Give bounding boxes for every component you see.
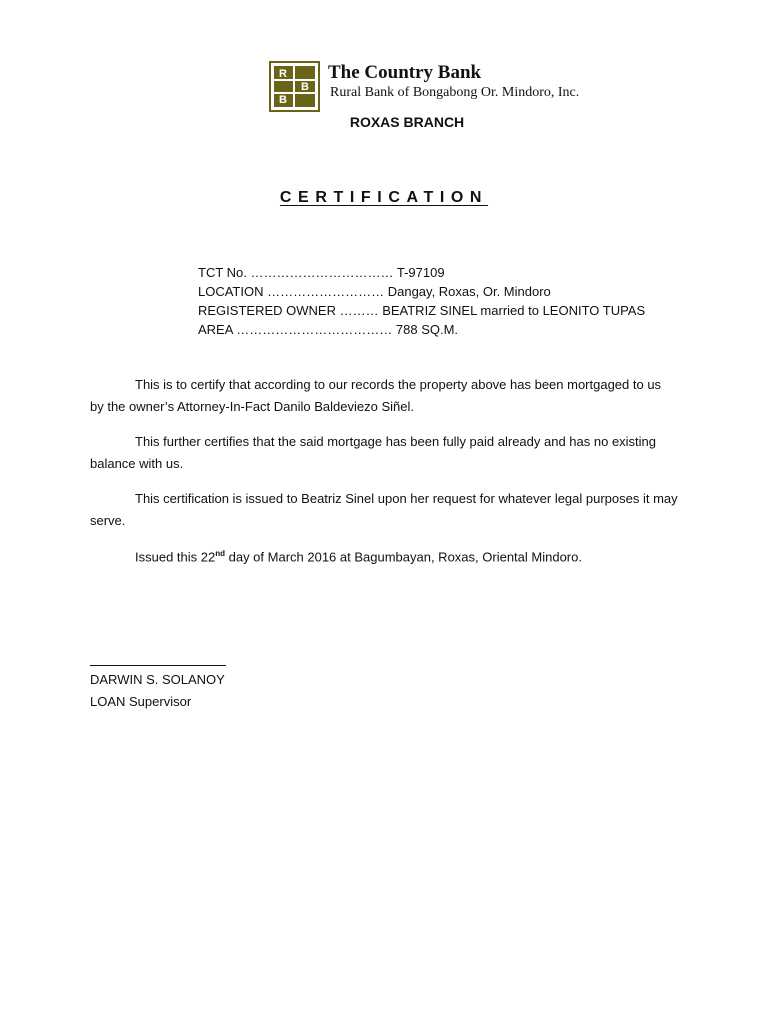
issued-text-post: day of March 2016 at Bagumbayan, Roxas, Oriental Mindoro. bbox=[225, 549, 582, 565]
location-value: Dangay, Roxas, Or. Mindoro bbox=[384, 284, 551, 299]
tct-label: TCT No. …………………………… bbox=[198, 265, 394, 280]
signature-line bbox=[90, 665, 226, 666]
owner-value: BEATRIZ SINEL married to LEONITO TUPAS bbox=[378, 303, 646, 318]
issued-text-pre: Issued this 22 bbox=[135, 549, 216, 565]
logo-letter-r: R bbox=[279, 68, 287, 80]
location-row bbox=[198, 282, 645, 301]
paragraph-purpose bbox=[90, 488, 678, 532]
area-label: AREA ……………………………… bbox=[198, 322, 393, 337]
paragraph-issued bbox=[90, 543, 678, 568]
signatory-name: DARWIN S. SOLANOY bbox=[90, 672, 225, 687]
paragraph-mortgage-text: This is to certify that according to our records the property above has been mortgaged to us by the owner’s Attorney-In-Fact Danilo Baldeviezo Siñel. bbox=[90, 377, 662, 414]
logo-letter-b2: B bbox=[279, 94, 287, 106]
owner-label: REGISTERED OWNER ……… bbox=[198, 303, 379, 318]
logo-letter-b1: B bbox=[301, 81, 309, 93]
owner-row bbox=[198, 301, 645, 320]
tct-row bbox=[198, 263, 645, 282]
bank-name: The Country Bank bbox=[328, 62, 482, 83]
location-label: LOCATION ……………………… bbox=[198, 284, 385, 299]
paragraph-purpose-text: This certification is issued to Beatriz Sinel upon her request for whatever legal purposes it may serve. bbox=[90, 491, 678, 528]
property-details bbox=[198, 263, 645, 339]
paragraph-paid-text: This further certifies that the said mortgage has been fully paid already and has no existing balance with us. bbox=[90, 434, 657, 471]
document-title bbox=[0, 189, 768, 207]
paragraph-mortgage bbox=[90, 374, 678, 418]
issued-ordinal: nd bbox=[215, 549, 225, 558]
tct-value: T-97109 bbox=[393, 265, 445, 280]
signatory-role: LOAN Supervisor bbox=[90, 694, 192, 709]
branch-name: ROXAS BRANCH bbox=[349, 114, 465, 130]
bank-subtitle: Rural Bank of Bongabong Or. Mindoro, Inc. bbox=[330, 85, 580, 100]
area-row bbox=[198, 320, 645, 339]
document-title-text: CERTIFICATION bbox=[279, 189, 489, 206]
area-value: 788 SQ.M. bbox=[392, 322, 459, 337]
bank-logo-icon bbox=[269, 61, 320, 112]
paragraph-paid bbox=[90, 431, 678, 475]
